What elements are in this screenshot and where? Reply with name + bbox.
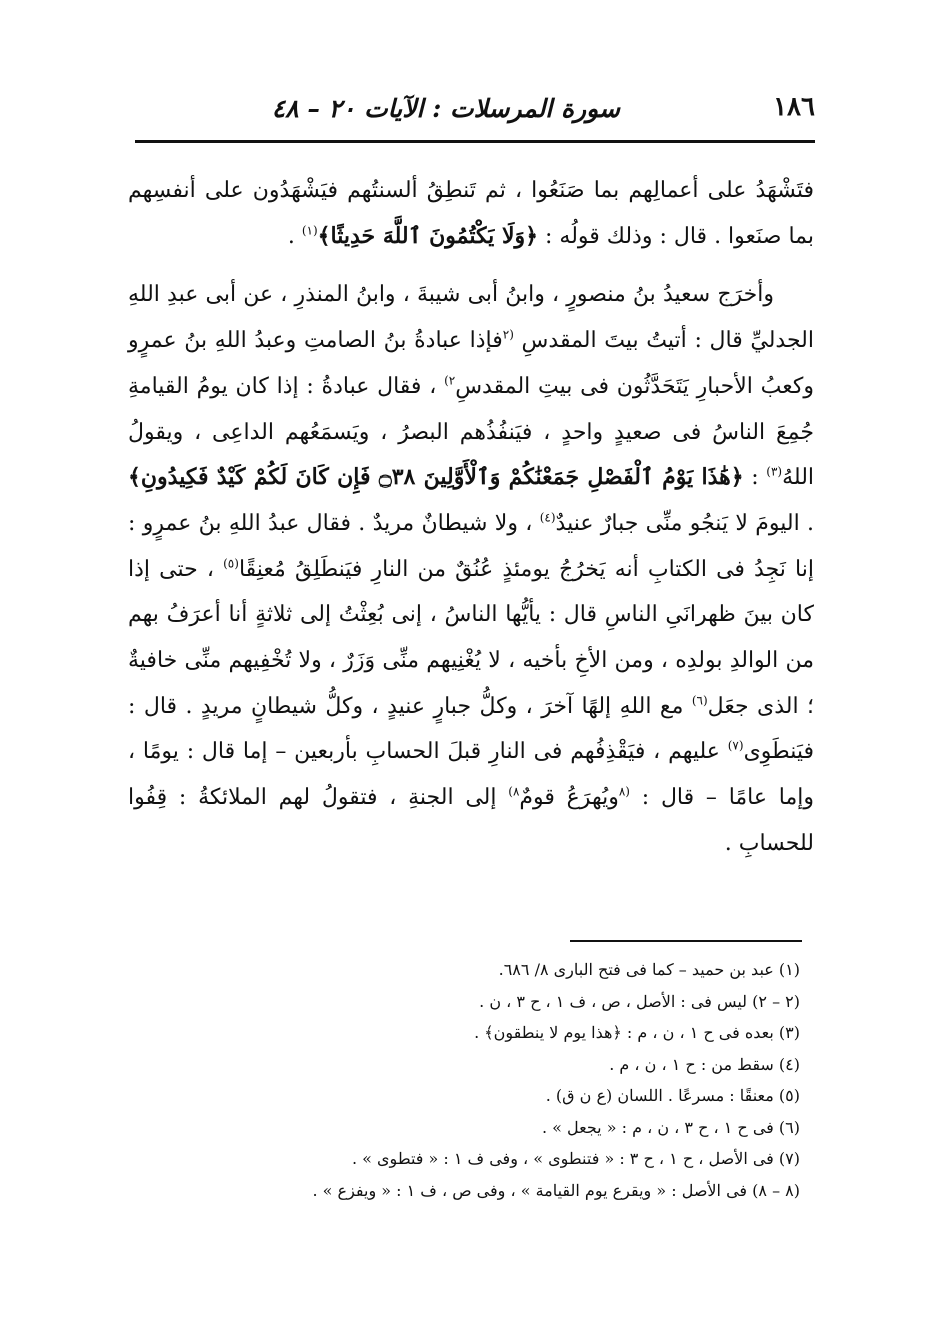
footnote-marker: ٢) (444, 373, 456, 388)
footnote-marker: ٨) (508, 784, 520, 799)
footnote-marker: (٥) (223, 556, 239, 571)
footnote-marker: (١) (301, 223, 318, 238)
footnote-marker: (٦) (691, 693, 708, 708)
footnote-item: (٦) فى ح ١ ، ح ٣ ، ن ، م : « يجعل » . (541, 1117, 800, 1137)
paragraph (128, 272, 814, 866)
text-run: ، ولا شيطانٌ مريدٌ . فقال عبدُ اللهِ بنُ عمرٍو : إنا نَجِدُ فى الكتابِ أنه يَخرُجُ يومئذٍ عُنُقٌ من النارِ فيَنطَلِقُ مُعنِقًا (128, 510, 814, 582)
footnote-item: (٨ – ٨) فى الأصل : « ويقرع يوم القيامة » ، وفى ص ، ف ١ : « ويفزع » . (312, 1180, 800, 1200)
paragraph (128, 168, 814, 259)
footnote-marker: (٨ (618, 784, 630, 799)
footnote-item: (١) عبد بن حميد – كما فى فتح البارى ٨/ ٦٨٦. (498, 960, 800, 979)
footnote-marker: (٧) (727, 739, 744, 754)
text-run: ويُهرَعُ قومٌ (519, 785, 619, 811)
footnote-marker: (٤) (539, 510, 556, 525)
footnote-item: (٤) سقط من : ح ١ ، ن ، م . (609, 1054, 800, 1074)
quran-verse: ﴿هَٰذَا يَوْمُ ٱلْفَصْلِ جَمَعْنَٰكُمْ وَٱلْأَوَّلِينَ ۝٣٨ فَإِن كَانَ لَكُمْ كَيْدٌ فَكِيدُونِ﴾ (128, 464, 744, 491)
main-text (128, 168, 814, 867)
text-run: وأخرَج سعيدُ بنُ منصورٍ ، وابنُ أبى شيبةَ ، وابنُ المنذرِ ، عن أبى عبدِ اللهِ الجدليِّ قال : أتيتُ بيتَ المقدسِ (128, 282, 814, 354)
text-run: فإذا عبادةُ بنُ الصامتِ وعبدُ اللهِ بنُ عمرٍو وكعبُ الأحبارِ يَتَحَدَّثُون فى بيتِ المقدسِ (128, 328, 814, 399)
page-header (135, 92, 815, 132)
footnote-item: (٧) فى الأصل ، ح ١ ، ح ٣ : « فتنطوى » ، وفى ف ١ : « فتطوى » . (351, 1149, 800, 1168)
text-run: عليهم ، فيَقْذِفُهم فى النارِ قبلَ الحسابِ بأربعين – إما قال : يومًا ، وإما عامًا – قال : (128, 739, 815, 811)
text-run: : (743, 465, 767, 491)
text-run: . اليومَ لا يَنجُو منِّى جبارٌ عنيدٌ (555, 510, 814, 536)
footnote-marker: (٣) (766, 464, 783, 479)
footnote-marker: (٢ (502, 327, 514, 342)
footnote-item: (٣) بعده فى ح ١ ، ن ، م : ﴿هذا يوم لا ينطقون﴾ . (474, 1023, 800, 1042)
text-run: . (287, 223, 302, 249)
footnotes (220, 954, 800, 1206)
header-rule (135, 140, 815, 143)
text-run: مع اللهِ إلهًا آخرَ ، وكلُّ جبارٍ عنيدٍ ، وكلُّ شيطانٍ مريدٍ . قال : فيَنطَوِى (128, 693, 814, 765)
text-run: ، فقال عبادةُ : إذا كان يومُ القيامةِ جُمِعَ الناسُ فى صعيدٍ واحدٍ ، فيَنفُذُهم البصرُ ، ويَسمَعُهم الداعِى ، ويقولُ اللهُ (128, 373, 815, 491)
footnote-item: (٢ – ٢) ليس فى : الأصل ، ص ، ف ١ ، ح ٣ ، ن . (479, 991, 800, 1011)
quran-verse: ﴿وَلَا يَكْتُمُونَ ٱللَّهَ حَدِيثًا﴾ (317, 222, 539, 249)
footnote-separator (570, 940, 802, 942)
footnote-item: (٥) معنقًا : مسرعًا . اللسان (ع ن ق) . (545, 1086, 800, 1105)
running-title: سورة المرسلات : الآيات ٢٠ – ٤٨ (271, 94, 620, 123)
text-run: ، حتى إذا كان بينَ ظهرانَىِ الناسِ قال : يأيُّها الناسُ ، إنى بُعِثْتُ إلى ثلاثةٍ أنا أعرَفُ بهم من الوالدِ بولدِه ، ومن الأخِ بأخيه ، لا يُغْنِيهم منِّى وَزَرٌ ، ولا تُخْفِيهم منِّى خافيةٌ ؛ الذى جعَل (128, 556, 814, 719)
text-run: فتَشْهَدُ على أعمالِهم بما صَنَعُوا ، ثم تَنطِقُ ألسنتُهم فيَشْهَدُون على أنفسِهم بما صنَعوا . قال : وذلك قولُه : (128, 178, 814, 249)
text-run: إلى الجنةِ ، فتقولُ لهم الملائكةُ : قِفُوا للحسابِ . (128, 785, 814, 856)
page-number: ١٨٦ (773, 92, 815, 122)
